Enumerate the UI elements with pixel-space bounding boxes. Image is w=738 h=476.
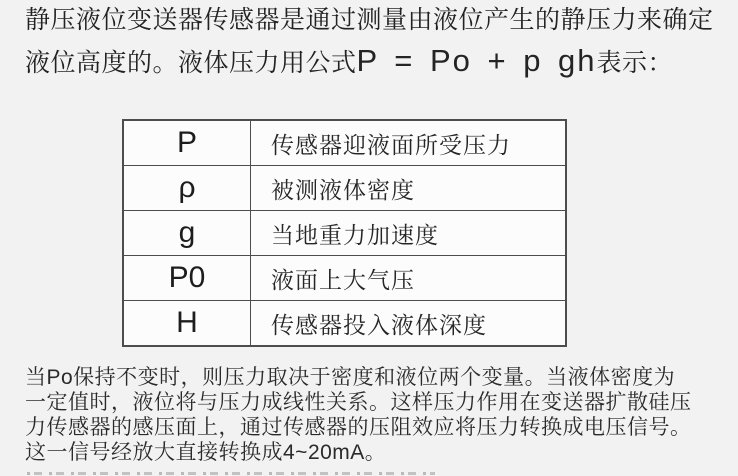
table-row: [123, 301, 566, 347]
description-cell: 传感器迎液面所受压力: [251, 120, 567, 166]
body-line-3: 力传感器的感压面上，通过传感器的压阻效应将压力转换成电压信号。: [25, 416, 692, 439]
intro-line-2-prefix: 液位高度的。液体压力用公式: [25, 49, 357, 77]
intro-line-2-suffix: 表示：: [596, 49, 674, 77]
description-cell: 被测液体密度: [251, 166, 567, 211]
table-row: [123, 166, 566, 211]
description-cell: 传感器投入液体深度: [251, 301, 567, 347]
symbol-cell: ρ: [123, 166, 251, 211]
body-line-4: 这一信号经放大直接转换成4~20mA。: [25, 441, 387, 464]
pressure-formula: P = Po + p gh: [356, 43, 597, 78]
table-row: [123, 256, 566, 301]
intro-paragraph: [25, 3, 725, 87]
description-cell: 液面上大气压: [251, 256, 567, 301]
clipped-next-line: [27, 470, 435, 476]
body-line-2: 一定值时，液位将与压力成线性关系。这样压力作用在变送器扩散硅压: [25, 391, 692, 414]
intro-line-1: 静压液位变送器传感器是通过测量由液位产生的静压力来确定: [25, 6, 714, 34]
symbol-cell: H: [123, 301, 251, 347]
table-row: [123, 120, 566, 166]
symbol-definition-table: [122, 119, 567, 347]
body-line-1: 当Po保持不变时，则压力取决于密度和液位两个变量。当液体密度为: [25, 366, 676, 389]
symbol-cell: P: [123, 120, 251, 166]
description-cell: 当地重力加速度: [251, 211, 567, 256]
table-row: [123, 211, 566, 256]
intro-line-2: [25, 37, 725, 87]
symbol-cell: P0: [123, 256, 251, 301]
symbol-cell: g: [123, 211, 251, 256]
body-paragraph: [25, 365, 730, 465]
